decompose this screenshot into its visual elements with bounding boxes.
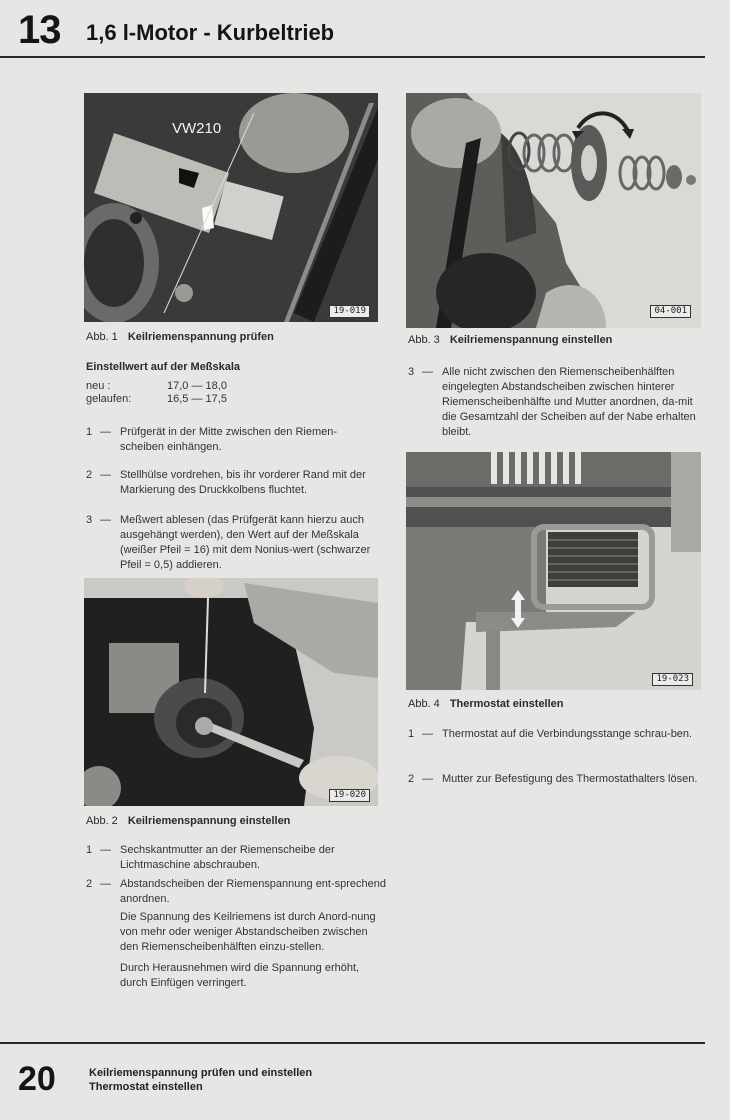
step-text: Thermostat auf die Verbindungsstange schrau-ben. bbox=[442, 728, 693, 740]
figure-1-photo bbox=[84, 93, 378, 322]
step-number: 3 bbox=[86, 514, 93, 526]
footer-topic: Thermostat einstellen bbox=[89, 1081, 203, 1093]
figure-caption-text: Keilriemenspannung prüfen bbox=[127, 331, 274, 343]
step-dash: — bbox=[100, 878, 111, 890]
step-number: 2 bbox=[86, 469, 93, 481]
figure-number: Abb. 2 bbox=[86, 815, 118, 827]
note-paragraph: Die Spannung des Keilriemens ist durch Anord-nung von mehr oder weniger Abstandscheiben zwischen den Riemenscheibenhälften einzu-stellen. bbox=[120, 911, 376, 953]
step-text: Prüfgerät in der Mitte zwischen den Riemen-scheiben einhängen. bbox=[120, 426, 338, 453]
figure-4-photo bbox=[406, 452, 701, 690]
step-item bbox=[86, 843, 386, 873]
step-dash: — bbox=[422, 728, 433, 740]
step-item bbox=[86, 877, 386, 907]
header-rule bbox=[0, 56, 705, 58]
value-range: 16,5 — 17,5 bbox=[167, 393, 227, 405]
value-label: neu : bbox=[86, 380, 111, 392]
value-label: gelaufen: bbox=[86, 393, 132, 405]
setting-values-heading: Einstellwert auf der Meßskala bbox=[86, 361, 241, 373]
step-number: 2 bbox=[408, 773, 415, 785]
step-item bbox=[408, 772, 706, 787]
photo-tag: 19-020 bbox=[329, 789, 370, 802]
figure-caption-text: Keilriemenspannung einstellen bbox=[449, 334, 613, 346]
step-text: Alle nicht zwischen den Riemenscheibenhälften eingelegten Abstandscheiben zwischen hinterer Riemenscheibenhälfte und Mutter anordnen, da-mit die Gesamtzahl der Scheiben auf der Nabe erhalten bleibt. bbox=[442, 366, 696, 438]
step-item bbox=[86, 513, 376, 573]
step-dash: — bbox=[422, 773, 433, 785]
note-block bbox=[86, 910, 386, 991]
figure-caption-text: Thermostat einstellen bbox=[449, 698, 564, 710]
figure-3-caption bbox=[408, 334, 612, 346]
step-dash: — bbox=[100, 514, 111, 526]
belt-tension-gauge-image bbox=[84, 93, 378, 322]
chapter-number: 13 bbox=[18, 8, 61, 52]
figure-4-caption bbox=[408, 698, 564, 710]
step-number: 3 bbox=[408, 366, 415, 378]
step-text: Mutter zur Befestigung des Thermostathalters lösen. bbox=[442, 773, 698, 785]
step-text: Abstandscheiben der Riemenspannung ent-sprechend anordnen. bbox=[120, 878, 387, 905]
step-dash: — bbox=[100, 426, 111, 438]
vw210-callout: VW210 bbox=[172, 120, 222, 137]
step-number: 1 bbox=[86, 426, 93, 438]
page-number: 20 bbox=[18, 1060, 56, 1098]
figure-2-photo bbox=[84, 578, 378, 806]
setting-values-table bbox=[86, 380, 227, 406]
step-number: 1 bbox=[86, 844, 93, 856]
footer-topics bbox=[89, 1066, 312, 1094]
photo-tag: 19-019 bbox=[329, 305, 370, 318]
figure-caption-text: Keilriemenspannung einstellen bbox=[127, 815, 291, 827]
footer-topic: Keilriemenspannung prüfen und einstellen bbox=[89, 1067, 313, 1079]
figure-1-caption bbox=[86, 331, 274, 343]
figure-2-caption bbox=[86, 815, 290, 827]
step-item bbox=[408, 365, 706, 440]
photo-tag: 19-023 bbox=[652, 673, 693, 686]
thermostat-image bbox=[406, 452, 701, 690]
figure-3-photo bbox=[406, 93, 701, 328]
pulley-spacers-image bbox=[406, 93, 701, 328]
step-text: Sechskantmutter an der Riemenscheibe der Lichtmaschine abschrauben. bbox=[120, 844, 335, 871]
figure-number: Abb. 4 bbox=[408, 698, 440, 710]
figure-number: Abb. 1 bbox=[86, 331, 118, 343]
footer-rule bbox=[0, 1042, 705, 1044]
step-item bbox=[86, 425, 376, 455]
photo-tag: 04-001 bbox=[650, 305, 691, 318]
chapter-title: 1,6 l-Motor - Kurbeltrieb bbox=[86, 20, 335, 45]
step-number: 2 bbox=[86, 878, 93, 890]
step-text: Stellhülse vordrehen, bis ihr vorderer Rand mit der Markierung des Druckkolbens fluchtet. bbox=[120, 469, 366, 496]
step-dash: — bbox=[422, 366, 433, 378]
step-text: Meßwert ablesen (das Prüfgerät kann hierzu auch ausgehängt werden), den Wert auf der Meßskala (weißer Pfeil = 16) mit dem Nonius-wert (schwarzer Pfeil = 0,5) addieren. bbox=[120, 514, 371, 571]
step-number: 1 bbox=[408, 728, 415, 740]
step-item bbox=[408, 727, 706, 742]
pulley-wrench-image bbox=[84, 578, 378, 806]
step-item bbox=[86, 468, 376, 498]
step-dash: — bbox=[100, 469, 111, 481]
step-dash: — bbox=[100, 844, 111, 856]
figure-number: Abb. 3 bbox=[408, 334, 440, 346]
value-range: 17,0 — 18,0 bbox=[167, 380, 227, 392]
note-paragraph: Durch Herausnehmen wird die Spannung erhöht, durch Einfügen verringert. bbox=[120, 962, 360, 989]
